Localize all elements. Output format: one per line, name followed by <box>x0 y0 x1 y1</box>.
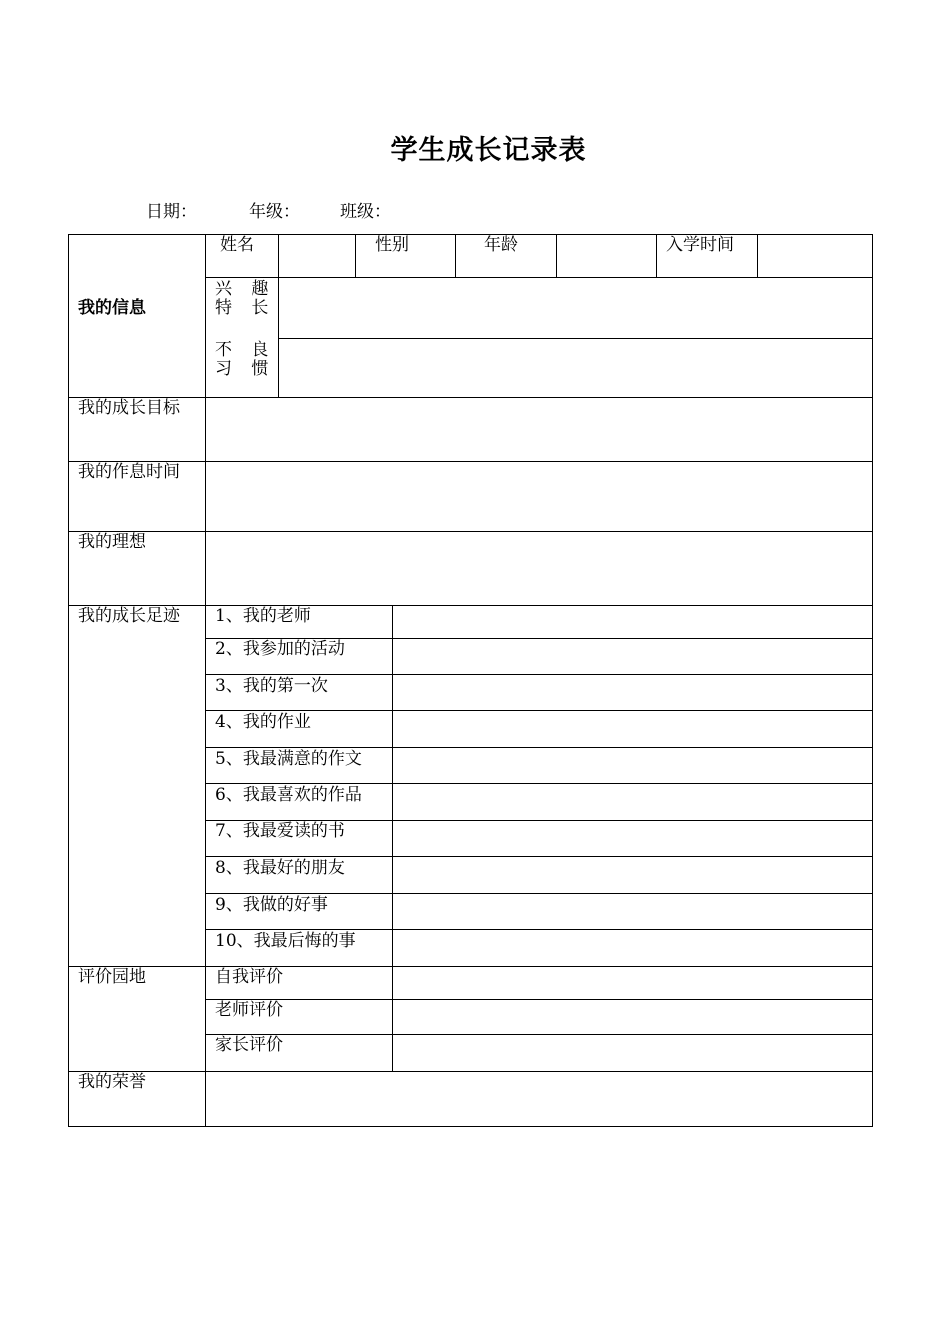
footprint-item: 2、我参加的活动 <box>215 639 345 659</box>
teacher-evaluation-label: 老师评价 <box>215 1000 283 1020</box>
ideal-label: 我的理想 <box>78 532 146 552</box>
page-title: 学生成长记录表 <box>390 135 587 166</box>
footprint-item: 4、我的作业 <box>215 712 311 732</box>
table-border <box>69 235 873 1127</box>
footprint-item: 7、我最爱读的书 <box>215 821 345 841</box>
footprint-item: 6、我最喜欢的作品 <box>215 785 362 805</box>
footprint-item: 5、我最满意的作文 <box>215 749 362 769</box>
interests-label-line2: 特 长 <box>215 298 276 318</box>
footprint-item: 3、我的第一次 <box>215 676 328 696</box>
honors-label: 我的荣誉 <box>78 1072 146 1092</box>
gender-label: 性别 <box>375 235 409 255</box>
enroll-time-label: 入学时间 <box>666 235 734 255</box>
class-label: 班级： <box>340 202 391 222</box>
footprint-item: 8、我最好的朋友 <box>215 858 345 878</box>
my-info-label: 我的信息 <box>78 298 146 318</box>
footprint-item: 9、我做的好事 <box>215 895 328 915</box>
schedule-label: 我的作息时间 <box>78 462 180 482</box>
habits-label-line2: 习 惯 <box>215 359 276 379</box>
date-label: 日期： <box>146 202 197 222</box>
interests-label-line1: 兴 趣 <box>215 279 276 299</box>
name-label: 姓名 <box>220 235 254 255</box>
self-evaluation-label: 自我评价 <box>215 967 283 987</box>
growth-footprints-label: 我的成长足迹 <box>78 606 180 626</box>
parent-evaluation-label: 家长评价 <box>215 1035 283 1055</box>
grade-label: 年级： <box>249 202 300 222</box>
footprint-item: 1、我的老师 <box>215 606 311 626</box>
age-label: 年龄 <box>484 235 518 255</box>
evaluation-label: 评价园地 <box>78 967 146 987</box>
growth-goal-label: 我的成长目标 <box>78 398 180 418</box>
habits-label-line1: 不 良 <box>215 340 276 360</box>
footprint-item: 10、我最后悔的事 <box>215 931 356 951</box>
